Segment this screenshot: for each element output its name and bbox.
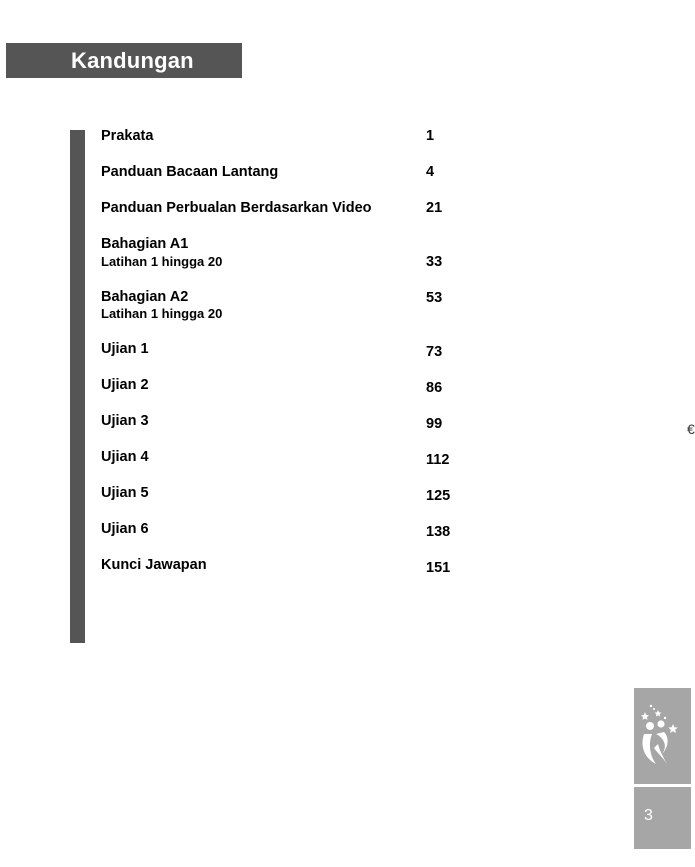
page-number: 3 <box>644 807 653 824</box>
stars-figures-logo-icon <box>634 688 691 784</box>
toc-page-bacaan-lantang: 4 <box>426 164 435 180</box>
toc-entry-perbualan-video[interactable]: Panduan Perbualan Berdasarkan Video <box>101 200 372 216</box>
toc-page-bahagian-a2: 53 <box>426 290 443 306</box>
toc-page-perbualan-video: 21 <box>426 200 443 216</box>
toc-sub-bahagian-a1: Latihan 1 hingga 20 <box>101 254 223 269</box>
toc-entry-ujian-1[interactable]: Ujian 1 <box>101 341 149 357</box>
toc-sub-bahagian-a2: Latihan 1 hingga 20 <box>101 306 223 321</box>
page-title: Kandungan <box>71 48 194 73</box>
toc-entry-ujian-3[interactable]: Ujian 3 <box>101 413 149 429</box>
toc-entry-ujian-2[interactable]: Ujian 2 <box>101 377 149 393</box>
edge-glyph: € <box>687 421 695 437</box>
toc-page-ujian-4: 112 <box>426 452 450 468</box>
toc-entry-ujian-4[interactable]: Ujian 4 <box>101 449 149 465</box>
title-banner <box>6 43 242 78</box>
toc-page-ujian-6: 138 <box>426 524 451 540</box>
toc-entry-kunci-jawapan[interactable]: Kunci Jawapan <box>101 557 207 573</box>
toc-entry-ujian-5[interactable]: Ujian 5 <box>101 485 149 501</box>
toc-page-bahagian-a1: 33 <box>426 254 443 270</box>
toc-entry-bacaan-lantang[interactable]: Panduan Bacaan Lantang <box>101 164 279 180</box>
page-number-tab <box>634 787 691 849</box>
toc-side-bar <box>70 130 85 643</box>
toc-entry-bahagian-a1[interactable]: Bahagian A1 <box>101 236 189 252</box>
toc-entry-bahagian-a2[interactable]: Bahagian A2 <box>101 289 189 305</box>
toc-page-ujian-2: 86 <box>426 380 443 396</box>
toc-page-ujian-1: 73 <box>426 344 443 360</box>
toc-entry-prakata[interactable]: Prakata <box>101 128 154 144</box>
toc-page-kunci-jawapan: 151 <box>426 560 451 576</box>
toc-page-ujian-3: 99 <box>426 416 443 432</box>
toc-entry-ujian-6[interactable]: Ujian 6 <box>101 521 149 537</box>
toc-page-prakata: 1 <box>426 128 435 144</box>
logo-tab <box>634 688 691 784</box>
toc-page-ujian-5: 125 <box>426 488 451 504</box>
